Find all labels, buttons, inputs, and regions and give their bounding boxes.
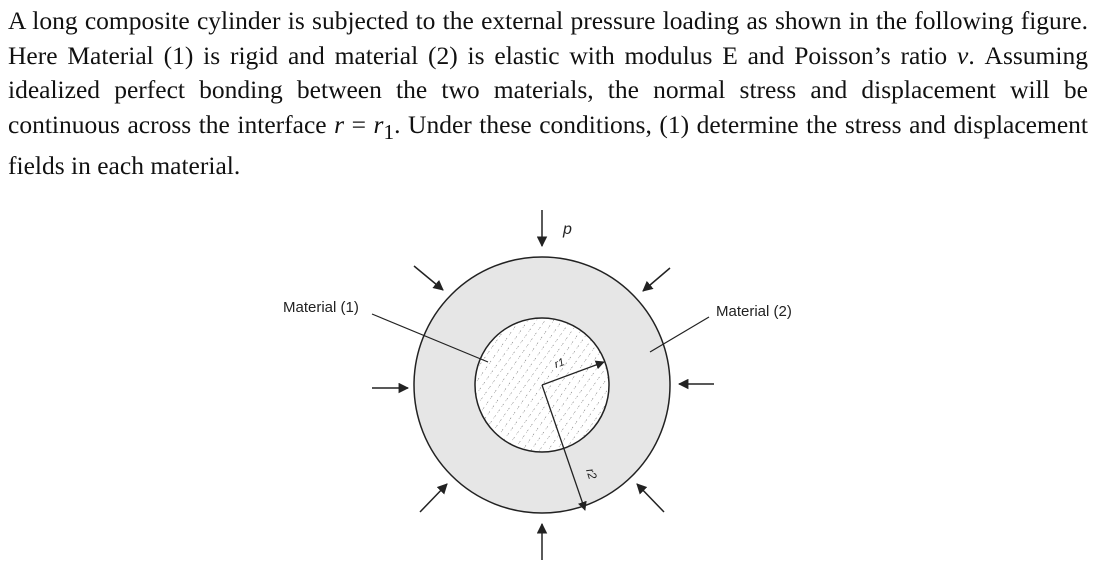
- problem-text-part3: . Under these conditions, (1) determine the stress and displacement fields in each material.: [8, 109, 1088, 181]
- r1-subscript: 1: [383, 119, 395, 144]
- nu-symbol: ν: [957, 40, 969, 70]
- pressure-label: p: [563, 221, 572, 238]
- pressure-arrow-top-left: [414, 266, 443, 290]
- r2-label: r2: [583, 466, 600, 482]
- pressure-arrow-bottom-left: [420, 484, 447, 512]
- r-symbol: r: [334, 109, 345, 139]
- pressure-arrow-top-right: [643, 268, 670, 291]
- pressure-arrow-bottom-right: [637, 484, 664, 512]
- material-1-label: Material (1): [283, 299, 359, 316]
- problem-text-part1: A long composite cylinder is subjected to the external pressure loading as shown in the following figure. Here Material (1) is rigid and material (2) is elastic with modulus E and Poisson’s ratio: [8, 6, 1088, 70]
- equals-sign: =: [344, 109, 374, 139]
- r1-symbol: r: [373, 109, 384, 139]
- r1-label: r1: [552, 356, 567, 371]
- problem-text-part2: . Assuming idealized perfect bonding between the two materials, the normal stress and displacement will be continuous across the interface: [8, 40, 1088, 139]
- material-2-label: Material (2): [716, 303, 792, 320]
